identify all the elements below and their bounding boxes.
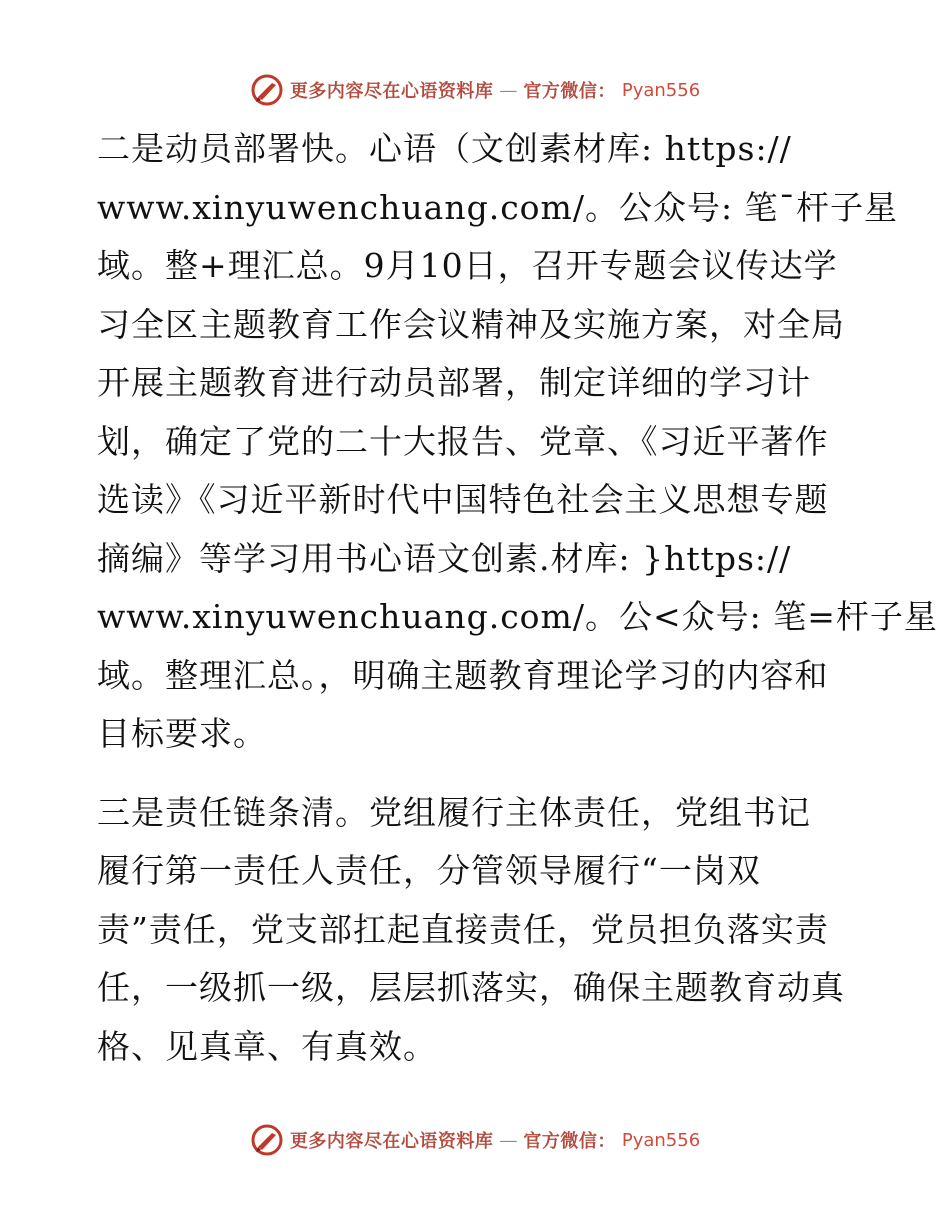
paragraph-responsibility (97, 784, 852, 1077)
text-line: 三是责任链条清。党组履行主体责任，党组书记 (97, 792, 811, 832)
header-banner (0, 70, 950, 110)
text-line: 格、见真章、有真效。 (97, 1026, 437, 1066)
footer-banner (0, 1120, 950, 1160)
text-line: www.xinyuwenchuang.com/。公众号: 笔¯杆子星 (97, 187, 899, 227)
banner-dash: — (499, 1129, 518, 1151)
text-line: 责”责任，党支部扛起直接责任，党员担负落实责 (97, 909, 829, 949)
text-line: 域。整理汇总。，明确主题教育理论学习的内容和 (97, 655, 829, 695)
banner-wechat-label: 官方微信： (523, 1131, 616, 1152)
document-body (97, 120, 938, 1076)
text-line: 履行第一责任人责任，分管领导履行“一岗双 (97, 851, 761, 890)
text-line: 域。整+理汇总。9月10日，召开专题会议传达学 (97, 246, 838, 285)
text-line: 习全区主题教育工作会议精神及实施方案，对全局 (97, 304, 845, 344)
banner-main-text: 更多内容尽在心语资料库 (289, 81, 494, 102)
pen-logo-icon (250, 1123, 284, 1157)
banner-main-text: 更多内容尽在心语资料库 (289, 1131, 494, 1152)
text-line: www.xinyuwenchuang.com/。公<众号: 笔=杆子星 (97, 597, 938, 636)
banner-dash: — (499, 79, 518, 101)
pen-logo-icon (250, 73, 284, 107)
text-line: 任，一级抓一级，层层抓落实，确保主题教育动真 (97, 968, 845, 1007)
text-line: 二是动员部署快。心语（文创素材库: https:// (97, 129, 792, 168)
banner-wechat-handle: Pyan556 (621, 79, 701, 101)
banner-wechat-label: 官方微信： (523, 81, 616, 102)
text-line: 摘编》等学习用书心语文创素.材库: }https:// (97, 538, 792, 578)
paragraph-mobilization (97, 120, 938, 764)
text-line: 划，确定了党的二十大报告、党章、《习近平著作 (97, 421, 829, 461)
text-line: 目标要求。 (97, 714, 267, 753)
paragraph-gap (97, 764, 852, 784)
text-line: 选读》《习近平新时代中国特色社会主义思想专题 (97, 480, 829, 519)
text-line: 开展主题教育进行动员部署，制定详细的学习计 (97, 363, 811, 402)
banner-wechat-handle: Pyan556 (621, 1129, 701, 1151)
